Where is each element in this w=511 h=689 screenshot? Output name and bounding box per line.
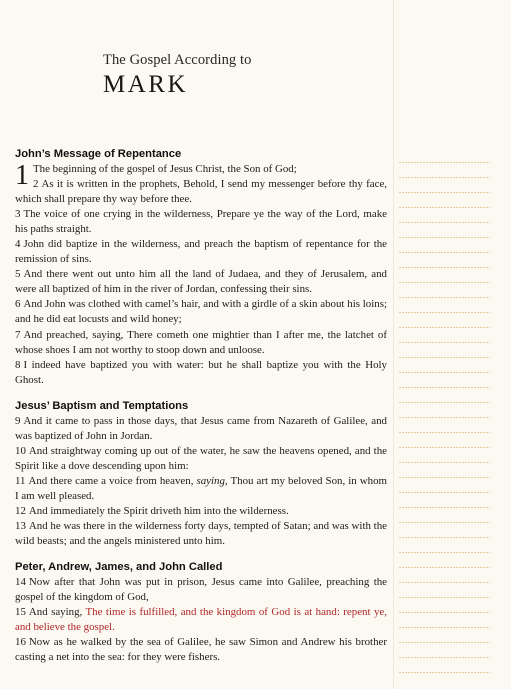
book-title-block [103,52,343,99]
book-title-line: The Gospel According to [103,52,252,68]
verse-number: 15 [15,606,26,619]
verse-15 [15,605,387,635]
journaling-lines-dots [398,148,490,678]
verse-number: 4 [15,238,21,251]
verse-text: And he was there in the wilderness forty days, tempted of Satan; and was with the wild beasts; and the angels ministered unto him. [15,520,387,548]
verse-8 [15,358,387,388]
section-disciples-called [15,559,387,665]
verse-text: And it came to pass in those days, that Jesus came from Nazareth of Galilee, and was baptized of John in Jordan. [15,414,387,442]
verse-text: Now after that John was put in prison, Jesus came into Galilee, preaching the gospel of the kingdom of God, [15,576,387,604]
verse-number: 9 [15,414,21,427]
verse-9 [15,414,387,444]
verse-text-italic: saying, [196,474,228,487]
verse-number: 7 [15,328,21,341]
verse-text: John did baptize in the wilderness, and preach the baptism of repentance for the remission of sins. [15,238,387,266]
book-name: MARK [103,71,189,98]
verse-number: 16 [15,636,26,649]
verse-number: 5 [15,268,21,281]
verse-text: The voice of one crying in the wilderness, Prepare ye the way of the Lord, make his paths straight. [15,208,387,236]
section-johns-message [15,146,387,388]
verse-16 [15,635,387,665]
verse-7 [15,328,387,358]
verse-3 [15,207,387,237]
chapter-number: 1 [15,160,29,191]
verse-text: The beginning of the gospel of Jesus Christ, the Son of God; [33,163,297,175]
verse-text: And immediately the Spirit driveth him into the wilderness. [28,504,289,517]
verse-number: 8 [15,358,21,371]
words-of-christ: The time is fulfilled, and the kingdom of God is at hand: repent ye, and believe the gospel. [15,606,387,634]
verse-11 [15,474,387,504]
verse-number: 11 [15,474,26,487]
scripture-column [15,146,387,665]
verse-number: 13 [15,520,26,533]
section-heading: Peter, Andrew, James, and John Called [15,561,223,574]
verse-5 [15,267,387,297]
verse-text: And preached, saying, There cometh one mightier than I after me, the latchet of whose shoes I am not worthy to stoop down and unloose. [15,328,387,356]
verse-text: I indeed have baptized you with water: but he shall baptize you with the Holy Ghost. [15,358,387,386]
verse-text: Now as he walked by the sea of Galilee, he saw Simon and Andrew his brother casting a net into the sea: for they were fishers. [15,636,387,664]
verse-number: 3 [15,208,21,221]
verse-14 [15,575,387,605]
verse-number: 12 [15,504,26,517]
verse-text: And there went out unto him all the land of Judaea, and they of Jerusalem, and were all baptized of him in the river of Jordan, confessing their sins. [15,268,387,296]
verse-text: And straightway coming up out of the water, he saw the heavens opened, and the Spirit like a dove descending upon him: [15,444,387,472]
section-heading: Jesus’ Baptism and Temptations [15,399,189,412]
verse-number: 2 [33,178,39,191]
column-divider [393,0,394,689]
verse-text: And John was clothed with camel’s hair, and with a girdle of a skin about his loins; and he did eat locusts and wild honey; [15,298,387,326]
verse-12 [15,504,387,519]
verse-text: And there came a voice from heaven, [28,474,197,487]
verse-number: 6 [15,298,21,311]
verse-text: As it is written in the prophets, Behold, I send my messenger before thy face, which shall prepare thy way before thee. [15,178,387,206]
verse-2 [15,177,387,207]
verse-6 [15,297,387,327]
verse-number: 14 [15,576,26,589]
verse-13 [15,519,387,549]
verse-text: Thou art my beloved Son, in whom I am well pleased. [15,474,387,502]
verse-text: And saying, [28,606,86,619]
section-baptism-temptations [15,398,387,549]
section-heading: John’s Message of Repentance [15,148,182,160]
verse-1 [15,160,387,191]
verse-4 [15,237,387,267]
verse-10 [15,444,387,474]
verse-number: 10 [15,444,26,457]
